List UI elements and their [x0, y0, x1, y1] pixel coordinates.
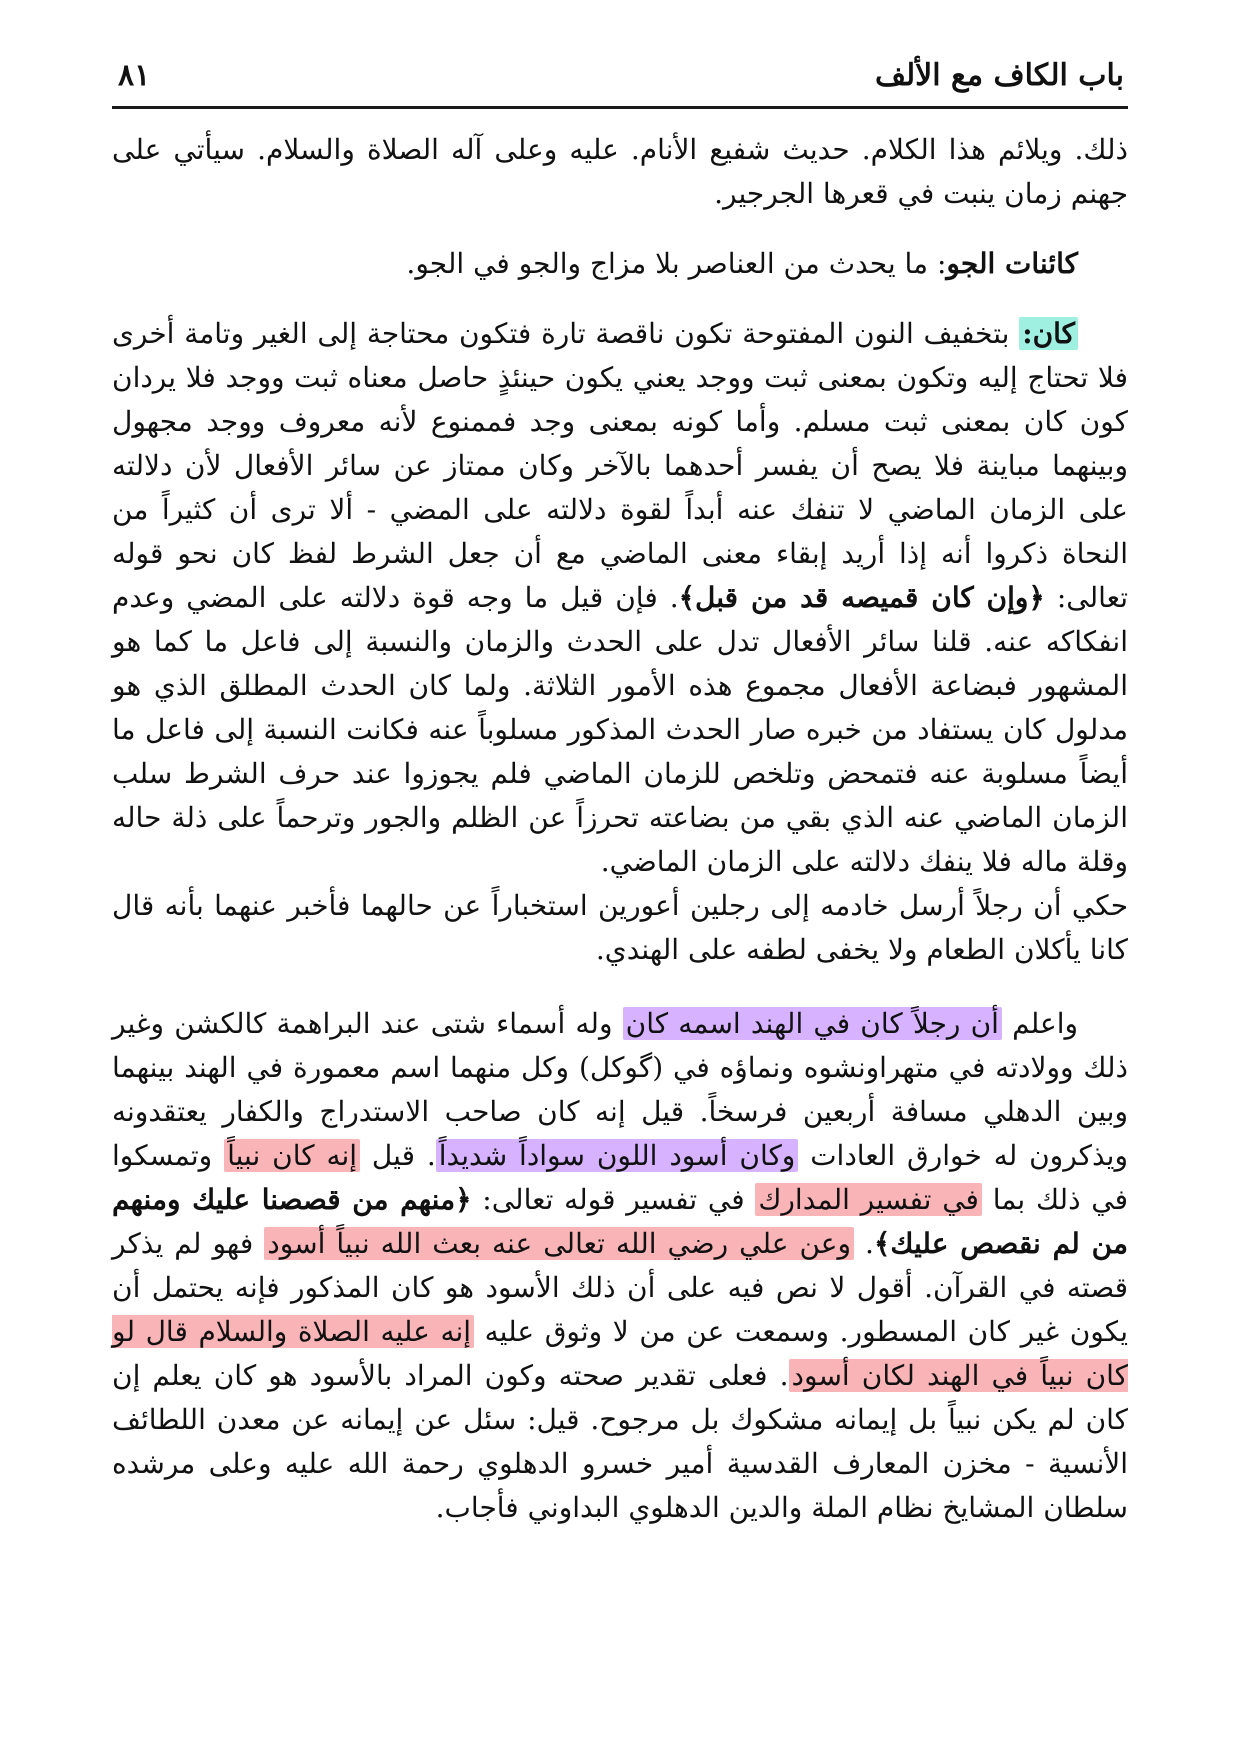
- text-run: فهو لم يذكر قصته في القرآن. أقول لا نص فيه على أن ذلك الأسود هو كان المذكور فإنه يحتمل أن يكون غير كان المسطور. وسمعت عن من لا وثوق عليه: [112, 1227, 1129, 1348]
- spacer: [112, 216, 1128, 242]
- highlighted-entry-term: كان:: [1019, 317, 1078, 350]
- entry-definition: : ما يحدث من العناصر بلا مزاج والجو في الجو.: [406, 247, 947, 280]
- running-header: [112, 50, 1128, 106]
- text-run: وله أسماء شتى عند البراهمة كالكشن وغير ذلك وولادته في متهراونشوه ونماؤه في (گوكل) وكل منهما اسم معمورة في الهند بينهما وبين الدهلي مسافة أربعين فرسخاً. قيل إنه كان صاحب الاستدراج والكفار يعتقدونه ويذكرون له خوارق العادات: [112, 1007, 1128, 1172]
- highlight-violet: وكان أسود اللون سواداً شديداً: [436, 1139, 799, 1172]
- text-run: .: [854, 1227, 874, 1260]
- paragraph-1: ذلك. ويلائم هذا الكلام. حديث شفيع الأنام. عليه وعلى آله الصلاة والسلام. سيأتي على جهنم زمان ينبت في قعرها الجرجير.: [112, 133, 1128, 210]
- paragraph-2: [112, 242, 1128, 286]
- highlight-violet: أن رجلاً كان في الهند اسمه كان: [623, 1007, 1002, 1040]
- paragraph-4: حكي أن رجلاً أرسل خادمه إلى رجلين أعورين استخباراً عن حالهما فأخبر عنهما بأنه قال كانا يأكلان الطعام ولا يخفى لطفه على الهندي.: [112, 889, 1128, 966]
- header-rule: [112, 106, 1128, 109]
- quran-quote: ﴿منهم من قصصنا عليك ومنهم من لم نقصص عليك﴾: [112, 1183, 1128, 1260]
- spacer: [112, 972, 1128, 1002]
- text-run: . فإن قيل ما وجه قوة دلالته على المضي وعدم انفكاكه عنه. قلنا سائر الأفعال تدل على الحدث والزمان والنسبة إلى فاعل ما كما هو المشهور فبضاعة الأفعال مجموع هذه الأمور الثلاثة. ولما كان الحدث المطلق الذي هو مدلول كان يستفاد من خبره صار الحدث المذكور مسلوباً عنه فكانت النسبة إلى فاعل ما أيضاً مسلوبة عنه فتمحض وتلخص للزمان الماضي فلم يجوزوا عند حرف الشرط سلب الزمان الماضي عنه الذي بقي من بضاعته تحرزاً عن الظلم والجور وترحماً على ذلة حاله وقلة ماله فلا ينفك دلالته على الزمان الماضي.: [112, 581, 1128, 878]
- highlight-pink: إنه كان نبياً: [224, 1139, 360, 1172]
- body-text: [112, 128, 1128, 1530]
- chapter-title: باب الكاف مع الألف: [874, 58, 1124, 93]
- paragraph-3: [112, 312, 1128, 884]
- page-number: ٨١: [118, 58, 151, 93]
- spacer: [112, 286, 1128, 312]
- text-run: . فعلى تقدير صحته وكون المراد بالأسود هو كان يعلم إن كان لم يكن نبياً بل إيمانه مشكوك بل مرجوح. قيل: سئل عن إيمانه عن معدن اللطائف الأنسية - مخزن المعارف القدسية أمير خسرو الدهلوي رحمة الله عليه وعلى مرشده سلطان المشايخ نظام الملة والدين الدهلوي البداوني فأجاب.: [112, 1359, 1128, 1524]
- paragraph-5: [112, 1002, 1128, 1530]
- text-run: واعلم: [1001, 1007, 1079, 1040]
- entry-term: كائنات الجو: [946, 247, 1078, 280]
- quran-quote: ﴿وإن كان قميصه قد من قبل﴾: [678, 581, 1045, 614]
- text-run: . قيل: [360, 1139, 436, 1172]
- text-run: في تفسير قوله تعالى:: [471, 1183, 756, 1216]
- text-run: وتمسكوا في ذلك بما: [112, 1139, 1129, 1216]
- text-run: بتخفيف النون المفتوحة تكون ناقصة تارة فتكون محتاجة إلى الغير وتامة أخرى فلا تحتاج إليه وتكون بمعنى ثبت ووجد يعني يكون حينئذٍ حاصل معناه ثبت ووجد فلا يردان كون كان بمعنى ثبت مسلم. وأما كونه بمعنى وجد فممنوع لأنه معروف ووجد مجهول وبينهما مباينة فلا يصح أن يفسر أحدهما بالآخر وكان ممتاز عن سائر الأفعال لأن دلالته على الزمان الماضي لا تنفك عنه أبداً لقوة دلالته على المضي - ألا ترى أن كثيراً من النحاة ذكروا أنه إذا أريد إبقاء معنى الماضي مع أن جعل الشرط لفظ كان نحو قوله تعالى:: [112, 317, 1128, 614]
- highlight-pink: في تفسير المدارك: [755, 1183, 982, 1216]
- highlight-pink: إنه عليه الصلاة والسلام قال لو كان نبياً في الهند لكان أسود: [112, 1315, 1129, 1392]
- highlight-pink: وعن علي رضي الله تعالى عنه بعث الله نبياً أسود: [264, 1227, 854, 1260]
